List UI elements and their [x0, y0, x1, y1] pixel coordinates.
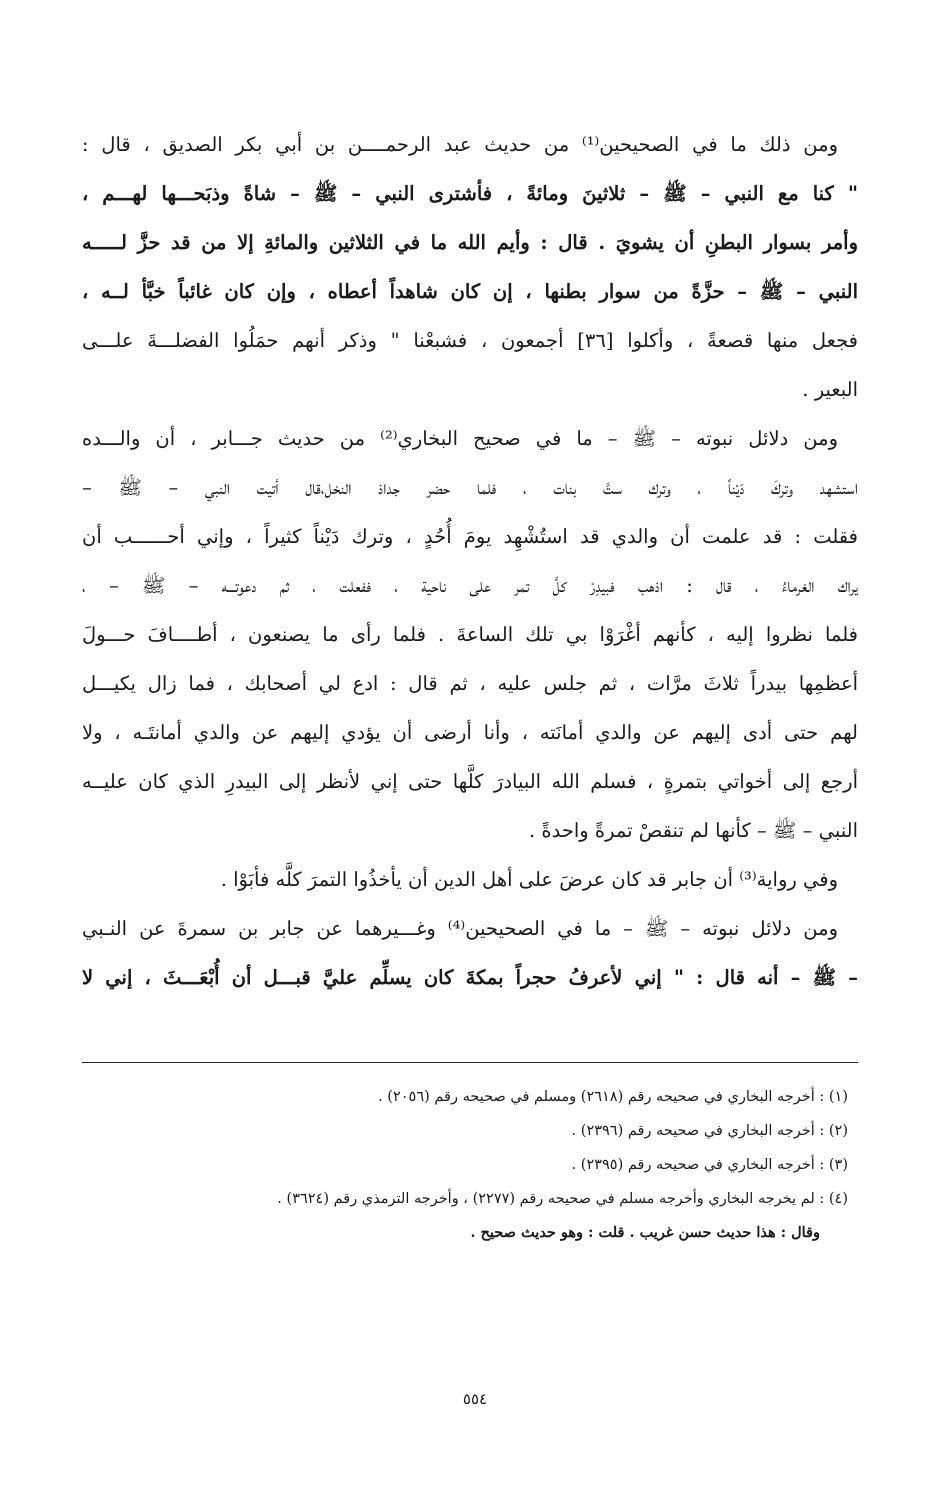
text-line: لهم حتى أدى إليهم عن والدي أمانَته ، وأنا أرضى أن يؤدي إليهم عن والدي أمانتَـه ، ولا [82, 721, 858, 744]
text-line: ومن دلائل نبوته – ﷺ – ما في صحيح البخاري⁽²⁾ من حديث جـــابر ، أن والـــده [82, 427, 839, 450]
text-line: ومن دلائل نبوته – ﷺ – ما في الصحيحين⁽⁴⁾ وغـــيرهما عن جابر بن سمرةَ عن النـبي [82, 917, 838, 940]
page-number: ٥٥٤ [462, 1390, 488, 1408]
text-line: فلما نظروا إليه ، كأنهم أغْرَوْا بي تلك الساعةَ . فلما رأى ما يصنعون ، أطــــافَ حـــولَ [82, 623, 858, 646]
text-line: البعير . [802, 378, 858, 401]
text-line: – ﷺ – أنه قال : " إني لأعرفُ حجراً بمكةَ كان يسلِّم عليَّ قبـــل أن أُبْعَـــثَ ، إني لا [82, 966, 858, 989]
text-line: أعظمِها بيدراً ثلاثَ مرَّات ، ثم جلس عليه ، ثم قال : ادع لي أصحابك ، فما زال يكيـــل [82, 672, 858, 695]
footnote: (٤) : لم يخرجه البخاري وأخرجه مسلم في صحيحه رقم (٢٢٧٧) ، وأخرجه الترمذي رقم (٣٦٢٤) . [277, 1191, 848, 1207]
text-line: " كنا مع النبي – ﷺ – ثلاثينَ ومائةً ، فأشترى النبي – ﷺ – شاةً وذبَحـــها لهـــم ، [82, 182, 858, 205]
text-line: ومن ذلك ما في الصحيحين⁽¹⁾ من حديث عبد الرحمــــن بن أبي بكر الصديق ، قال : [82, 133, 838, 156]
text-line: وأمر بسوار البطنِ أن يشويَ . قال : وأيم الله ما في الثلاثين والمائةِ إلا من قد حزَّ لـــــه [82, 231, 858, 254]
text-line: استشهد وتركَ دَيْناً ، وترك ستَّ بنات ، فلما حضر جداذ النخل،قال أتيت النبي – ﷺ – [82, 476, 858, 499]
footnote-separator [82, 1062, 858, 1063]
text-line: النبي – ﷺ – حزَّةً من سوار بطنها ، إن كان شاهداً أعطاه ، وإن كان غائباً خبَّأ لــه ، [82, 280, 858, 303]
text-line: النبي – ﷺ – كأنها لم تنقصْ تمرةً واحدةً . [528, 819, 858, 842]
footnote-continuation: وقال : هذا حديث حسن غريب . قلت : وهو حديث صحيح . [470, 1224, 820, 1241]
text-line: وفي رواية⁽³⁾ أن جابر قد كان عرضَ على أهل الدين أن يأخذُوا التمرَ كلَّه فأبَوْا . [220, 868, 838, 891]
text-line: فجعل منها قصعةً ، وأكلوا [٣٦] أجمعون ، فشبعْنا " وذكر أنهم حمَلُوا الفضلـــةَ علـــى [82, 329, 858, 352]
text-line: يراك الغرماءُ ، قال : اذهب فبيدِرْ كلَّ تمر على ناحية ، ففعلت ، ثم دعوتـــه – ﷺ – ، [82, 574, 858, 597]
text-line: أرجع إلى أخواتي بتمرةٍ ، فسلم الله البيادرَ كلَّها حتى إني لأنظر إلى البيدرِ الذي كان عليــه [82, 770, 858, 793]
text-line: فقلت : قد علمت أن والدي قد استُشْهِد يومَ أُحُدٍ ، وترك دَيْناً كثيراً ، وإني أحــــــب أن [82, 525, 858, 548]
main-text [82, 120, 858, 1002]
footnote: (٢) : أخرجه البخاري في صحيحه رقم (٢٣٩٦) . [571, 1123, 848, 1139]
footnote: (١) : أخرجه البخاري في صحيحه رقم (٢٦١٨) ومسلم في صحيحه رقم (٢٠٥٦) . [378, 1089, 848, 1105]
footnote: (٣) : أخرجه البخاري في صحيحه رقم (٢٣٩٥) . [571, 1157, 848, 1173]
footnotes [82, 1080, 858, 1250]
